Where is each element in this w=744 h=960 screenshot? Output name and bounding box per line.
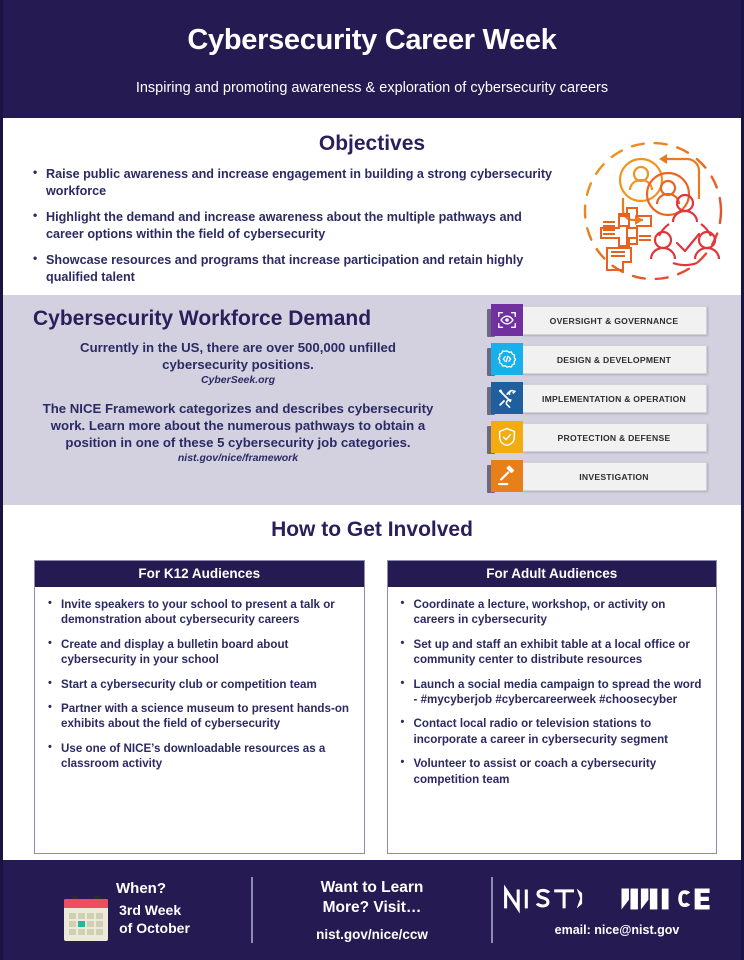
workforce-demand-section	[3, 295, 741, 505]
badge-label: INVESTIGATION	[522, 462, 707, 491]
involved-heading: How to Get Involved	[271, 518, 473, 541]
audience-columns	[3, 542, 741, 854]
adult-audience-card	[387, 560, 718, 854]
learn-line-2: More? Visit…	[322, 899, 422, 916]
badge-protection-defense[interactable]	[487, 422, 707, 452]
learn-more-block	[253, 878, 491, 942]
k12-list	[35, 587, 364, 791]
gavel-icon	[491, 460, 523, 492]
nice-logo	[620, 886, 732, 912]
teamwork-collaboration-illustration	[573, 136, 733, 286]
list-item: • Start a cybersecurity club or competition team	[47, 677, 354, 692]
list-item: • Partner with a science museum to present hands-on exhibits about the field of cybersecurity	[47, 701, 354, 732]
infographic-page	[3, 0, 741, 960]
how-to-get-involved-section	[3, 505, 741, 860]
list-item: • Invite speakers to your school to present a talk or demonstration about cybersecurity careers	[47, 597, 354, 628]
contact-email[interactable]: email: nice@nist.gov	[554, 923, 680, 937]
list-item: • Use one of NICE’s downloadable resources as a classroom activity	[47, 741, 354, 772]
workforce-demand-stat-source: CyberSeek.org	[200, 374, 276, 387]
list-item: • Volunteer to assist or coach a cybersecurity competition team	[400, 756, 707, 787]
workforce-demand-text	[3, 295, 473, 466]
badge-oversight-governance[interactable]	[487, 305, 707, 335]
workforce-demand-heading: Cybersecurity Workforce Demand	[33, 307, 372, 330]
job-category-badges	[487, 305, 707, 500]
k12-card-title: For K12 Audiences	[35, 561, 364, 587]
objectives-list	[3, 166, 563, 286]
when-line-2: of October	[119, 919, 190, 936]
learn-line-1: Want to Learn	[320, 879, 424, 897]
badge-design-development[interactable]	[487, 344, 707, 374]
learn-more-url[interactable]: nist.gov/nice/ccw	[316, 926, 428, 942]
list-item: • Create and display a bulletin board about cybersecurity in your school	[47, 637, 354, 668]
nice-framework-source: nist.gov/nice/framework	[177, 452, 299, 465]
list-item: • Set up and staff an exhibit table at a local office or community center to distribute resources	[400, 637, 707, 668]
list-item: • Showcase resources and programs that increase participation and retain highly qualified talent	[33, 252, 563, 285]
eye-focus-icon	[491, 304, 523, 336]
list-item: • Coordinate a lecture, workshop, or activity on careers in cybersecurity	[400, 597, 707, 628]
when-title: When?	[116, 879, 166, 897]
list-item: • Contact local radio or television stations to incorporate a career in cybersecurity segment	[400, 716, 707, 747]
nice-framework-text: The NICE Framework categorizes and describes cybersecurity work. Learn more about the numerous pathways to obtain a position in one of these 5 cybersecurity job categories.	[42, 400, 434, 451]
list-item: • Launch a social media campaign to spread the word - #mycyberjob #cybercareerweek #choosecyber	[400, 677, 707, 708]
nist-logo	[502, 883, 610, 914]
calendar-header-band	[64, 899, 108, 908]
when-block	[3, 880, 251, 941]
objectives-heading: Objectives	[318, 132, 426, 155]
adult-card-title: For Adult Audiences	[388, 561, 717, 587]
badge-label: DESIGN & DEVELOPMENT	[522, 345, 707, 374]
calendar-grid	[69, 913, 103, 936]
logo-block	[493, 883, 741, 937]
page-subtitle: Inspiring and promoting awareness & exploration of cybersecurity careers	[135, 80, 609, 96]
page-header	[3, 0, 741, 118]
calendar-icon	[64, 899, 108, 941]
objectives-section	[3, 118, 741, 295]
when-line-1: 3rd Week	[119, 902, 182, 918]
list-item: • Highlight the demand and increase awareness about the multiple pathways and career options within the field of cybersecurity	[33, 209, 563, 242]
page-title: Cybersecurity Career Week	[187, 24, 557, 56]
shield-check-icon	[491, 421, 523, 453]
badge-label: OVERSIGHT & GOVERNANCE	[522, 306, 707, 335]
tools-cross-icon	[491, 382, 523, 414]
badge-label: PROTECTION & DEFENSE	[522, 423, 707, 452]
badge-label: IMPLEMENTATION & OPERATION	[522, 384, 707, 413]
workforce-demand-stat: Currently in the US, there are over 500,000 unfilled cybersecurity positions.	[80, 340, 396, 373]
list-item: • Raise public awareness and increase engagement in building a strong cybersecurity workforce	[33, 166, 563, 199]
gear-code-icon	[491, 343, 523, 375]
page-footer	[3, 860, 741, 960]
badge-implementation-operation[interactable]	[487, 383, 707, 413]
badge-investigation[interactable]	[487, 461, 707, 491]
adult-list	[388, 587, 717, 806]
k12-audience-card	[34, 560, 365, 854]
